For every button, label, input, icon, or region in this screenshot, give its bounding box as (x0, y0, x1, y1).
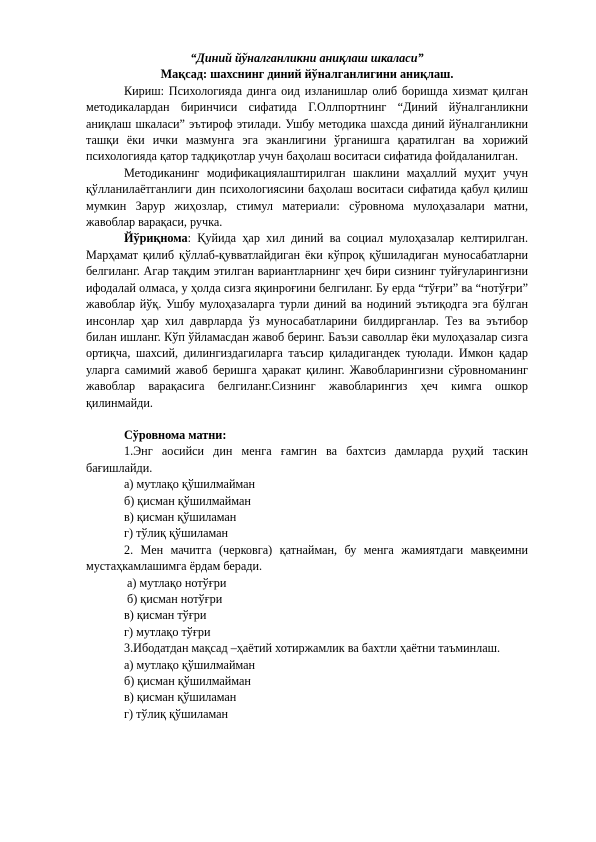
spacer (86, 411, 528, 427)
q3-option-b: б) қисман қўшилмайман (124, 674, 251, 689)
q2-option-a: а) мутлақо нотўғри (127, 575, 227, 590)
question-2: 2. Мен мачитга (черковга) қатнайман, бу менга жамиятдаги мавқеимни мустаҳкамлашимга ёрдам беради. (86, 542, 528, 574)
method-paragraph: Методиканинг модификациялаштирилган шаклини маҳаллий муҳит учун қўлланилаётганлиги дин психологиясини баҳолаш воситаси сифатида қабул қилиш мумкин Зарур жиҳозлар, стимул материали: сўровнома мулоҳазалари матни, жавоблар варақаси, ручка. (86, 165, 528, 230)
q1-option-d: г) тўлиқ қўшиламан (124, 526, 229, 541)
q2-option-d: г) мутлақо тўғри (124, 624, 211, 639)
q2-option-b: б) қисман нотўғри (127, 592, 223, 606)
instruction-label: Йўриқнома (124, 231, 188, 246)
q1-option-b: б) қисман қўшилмайман (124, 493, 251, 508)
instruction-paragraph (86, 230, 528, 410)
q1-option-c: в) қисман қўшиламан (124, 509, 237, 524)
document-title: “Диний йўналганликни аниқлаш шкаласи” (190, 51, 424, 65)
question-1: 1.Энг аосийси дин менга ғамгин ва бахтсиз дамларда руҳий таскин бағишлайди. (86, 444, 528, 475)
intro-paragraph: Кириш: Психологияда динга оид изланишлар олиб боришда хизмат қилган методикалардан биринчиси сифатида Г.Оллпортнинг “Диний йўналганликни аниқлаш шкаласи” эътироф этилади. Ушбу методика шахсда диний йўналганликни ташқи ёки ички мазмунга эга эканлигини ўрганишга қаратилган ва хорижий психологияда қатор тадқиқотлар учун баҳолаш воситаси сифатида фойдаланилган. (86, 83, 528, 164)
q3-option-c: в) қисман қўшиламан (124, 690, 237, 705)
document-subtitle: Мақсад: шахснинг диний йўналганлигини аниқлаш. (160, 67, 454, 82)
instruction-text: : Қуйида ҳар хил диний ва социал мулоҳазалар келтирилган. Марҳамат қилиб қўллаб-қувватлайдиган ёки кўпроқ қўшиладиган муносабатларни белгиланг. Агар тақдим этилган вариантларнинг ҳеч бири сизнинг туйғуларингизни ифодалай олмаса, у ҳолда сизга яқинроғини белгиланг. Бу ерда “тўғри” ва “нотўғри” жавоблар йўқ. Ушбу мулоҳазаларга турли диний ва нодиний эътиқодга эга бўлган инсонлар ҳар хил даврларда ўз муносабатларини билдирганлар. Тез ва эътибор билан ишланг. Кўп ўйламасдан жавоб беринг. Баъзи саволлар ёки мулоҳазалар сизга ортиқча, шахсий, дилингиздагиларга таъсир қиладигандек туюлади. Имкон қадар уларга самимий жавоб беришга ҳаракат қилинг. Жавобларингизни сўровноманинг жавоблар варақасига белгиланг.Сизнинг жавобларингиз ҳеч кимга ошкор қилинмайди. (86, 231, 528, 410)
q3-option-d: г) тўлиқ қўшиламан (124, 706, 229, 721)
question-3: 3.Ибодатдан мақсад –ҳаётий хотиржамлик ва бахтли ҳаётни таъминлаш. (124, 641, 501, 656)
q1-option-a: а) мутлақо қўшилмайман (124, 477, 256, 492)
document-content (86, 50, 528, 722)
q3-option-a: а) мутлақо қўшилмайман (124, 657, 256, 672)
q2-option-c: в) қисман тўғри (124, 608, 207, 623)
survey-heading: Сўровнома матни: (124, 427, 227, 442)
